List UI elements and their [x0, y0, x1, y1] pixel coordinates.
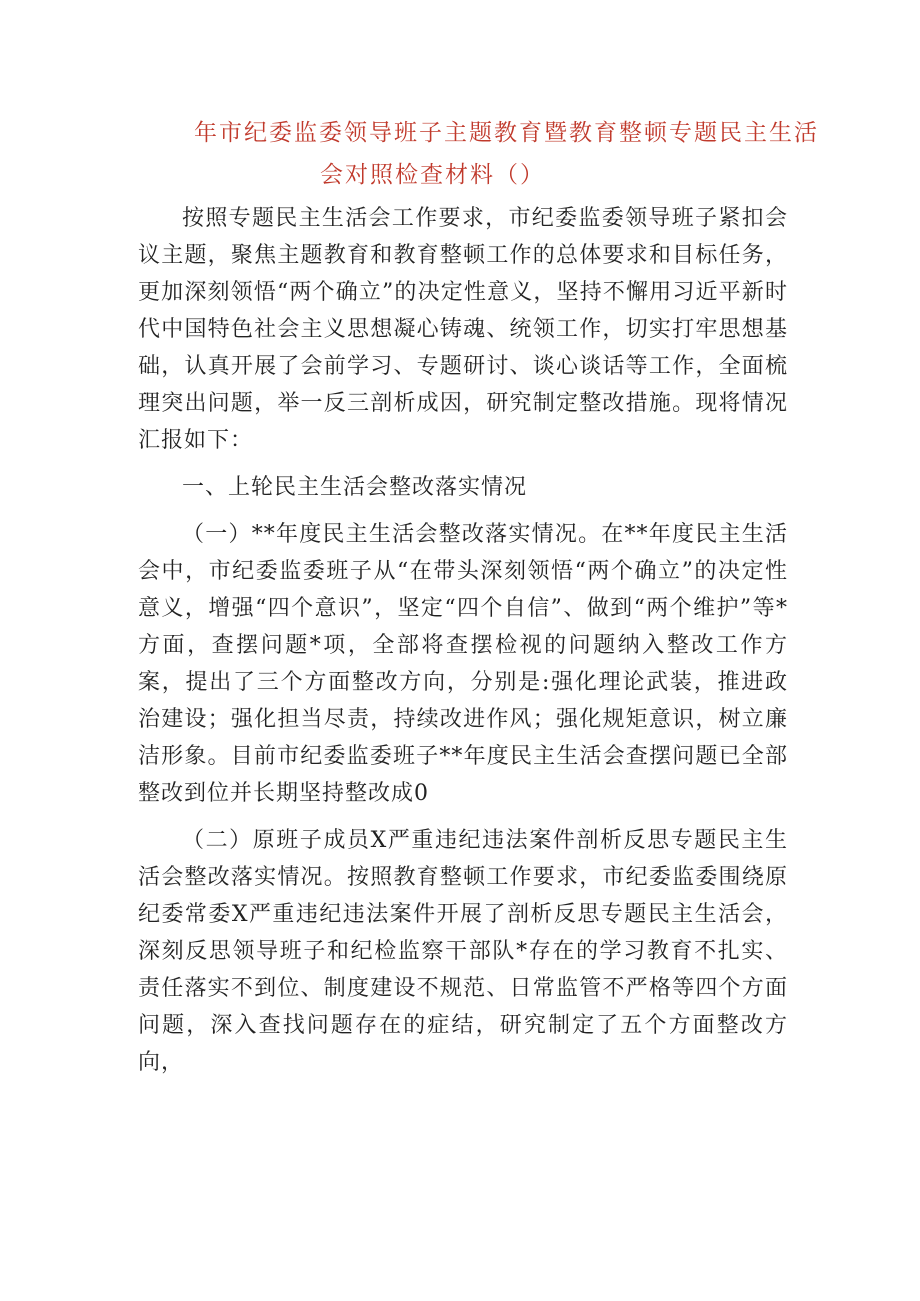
- document-body: [138, 200, 788, 1081]
- document-title: [138, 112, 819, 196]
- title-line-1: 年市纪委监委领导班子主题教育暨教育整顿专题民主生活: [194, 120, 819, 146]
- title-line-2: 会对照检查材料（）: [320, 162, 545, 188]
- intro-paragraph: 按照专题民主生活会工作要求，市纪委监委领导班子紧扣会议主题，聚焦主题教育和教育整顿工作的总体要求和目标任务，更加深刻领悟“两个确立”的决定性意义，坚持不懈用习近平新时代中国特色社会主义思想凝心铸魂、统领工作，切实打牢思想基础，认真开展了会前学习、专题研讨、谈心谈话等工作，全面梳理突出问题，举一反三剖析成因，研究制定整改措施。现将情况汇报如下：: [138, 206, 788, 453]
- section-heading: 一、上轮民主生活会整改落实情况: [182, 475, 528, 500]
- section-paragraph-1: （一）**年度民主生活会整改落实情况。在**年度民主生活会中，市纪委监委班子从“在带头深刻领悟“两个确立”的决定性意义，增强“四个意识”，坚定“四个自信”、做到“两个维护”等*方面，查摆问题*项，全部将查摆检视的问题纳入整改工作方案，提出了三个方面整改方向，分别是:强化理论武装，推进政治建设；强化担当尽责，持续改进作风；强化规矩意识，树立廉洁形象。目前市纪委监委班子**年度民主生活会查摆问题已全部整改到位并长期坚持整改成0: [138, 522, 788, 806]
- section-paragraph-2: （二）原班子成员X严重违纪违法案件剖析反思专题民主生活会整改落实情况。按照教育整顿工作要求，市纪委监委围绕原纪委常委X严重违纪违法案件开展了剖析反思专题民主生活会，深刻反思领导班子和纪检监察干部队*存在的学习教育不扎实、责任落实不到位、制度建设不规范、日常监管不严格等四个方面问题，深入查找问题存在的症结，研究制定了五个方面整改方向，: [138, 828, 788, 1075]
